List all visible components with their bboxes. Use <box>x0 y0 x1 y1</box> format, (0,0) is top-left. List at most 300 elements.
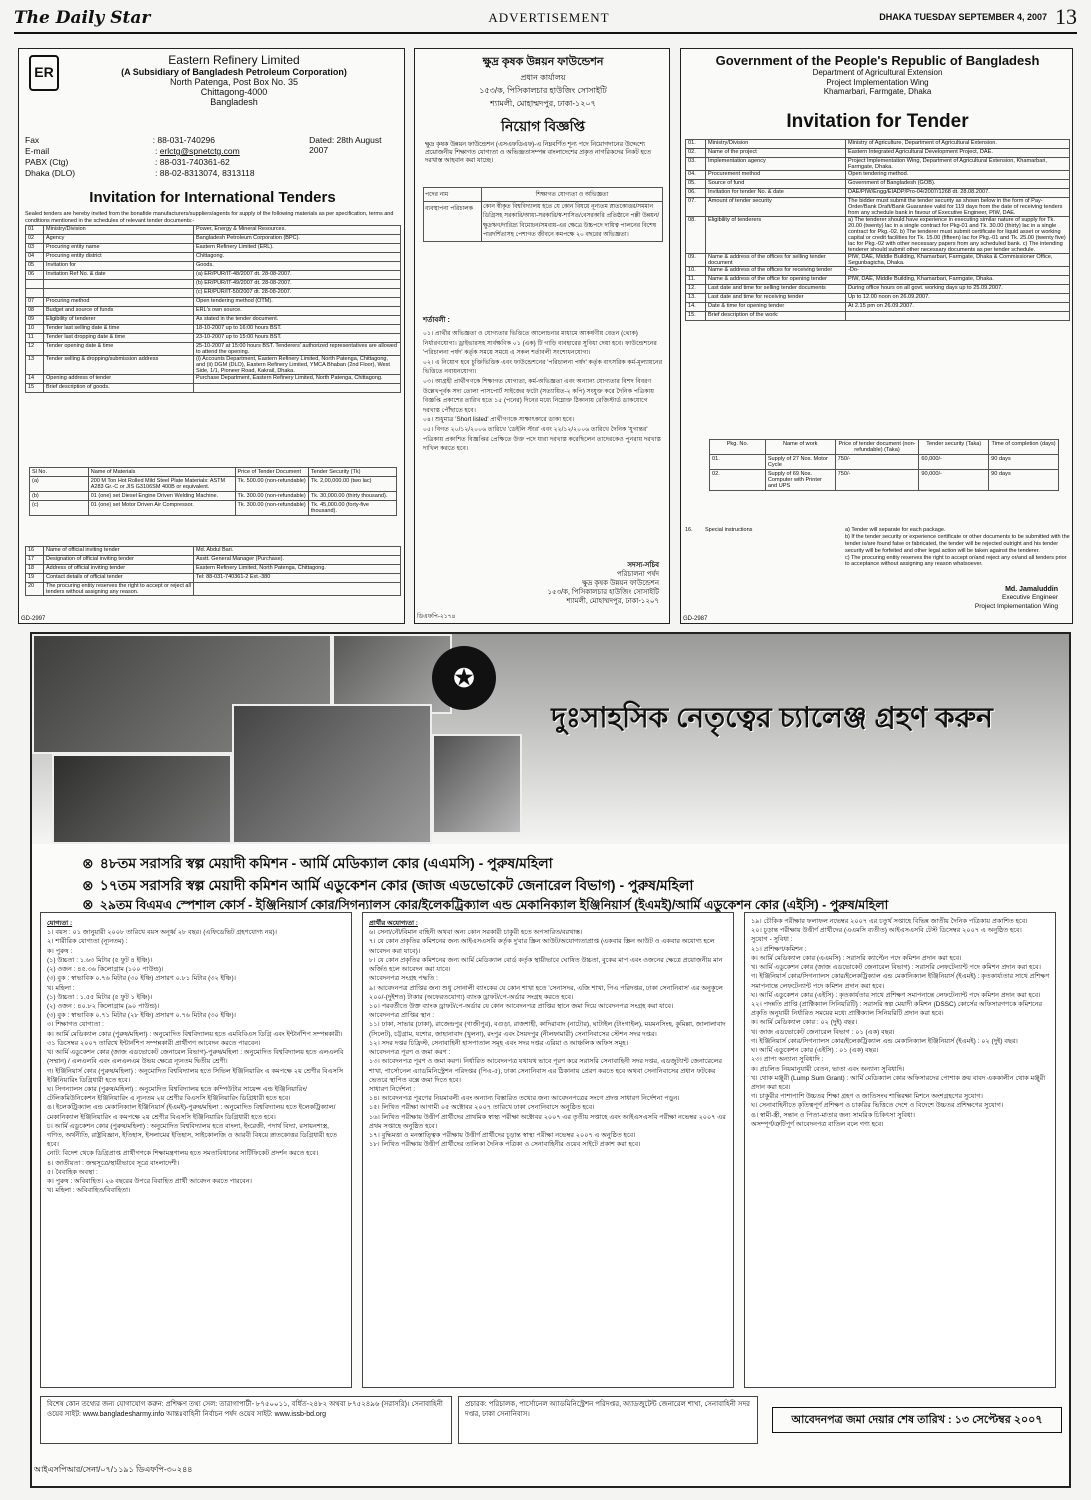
row-label: Ministry/Division <box>706 140 846 149</box>
row-number: 19 <box>26 574 44 583</box>
row-number: 14 <box>26 375 44 384</box>
erl-details-table <box>25 225 401 393</box>
col-line: ২২। পদন্নতি প্রাপ্তি (প্রাক্টিক্যাল সিনিয়রিটি) : সরাসরি স্বল্প মেয়াদী কমিশন (DSSC) কোর্সের অফিসারগণকে কমিশনের প্রকৃতি অনুযায়ী নির্ধারিত সময়ের মধ্যে প্রাক্টিক্যাল সিনিয়রিটি প্রদান করা হবে। <box>751 1000 1043 1018</box>
row-value: Up to 12.00 noon on 26.09.2007. <box>846 294 1070 303</box>
row-number: 12 <box>26 343 44 356</box>
row-label: Implementation agency <box>706 158 846 171</box>
bullet-icon: ⊗ <box>82 877 94 893</box>
sign-addr-2: শ্যামলী, মোহাম্মদপুর, ঢাকা-১২০৭ <box>566 598 659 606</box>
contact-label: Fax <box>25 135 40 145</box>
erl-title: Invitation for International Tenders <box>89 189 336 206</box>
row-label: The procuring entity reserves the right to accept or reject all tenders without assigning any reason. <box>44 583 194 596</box>
dept-address: Khamarbari, Farmgate, Dhaka <box>823 87 932 97</box>
row-value: Eastern Refinery Limited (ERL). <box>194 244 401 253</box>
col-line: ১৩। আবেদনপত্র পূরণ ও জমা করণ। নির্ধারিত আবেদনপত্র যথাযথ ভাবে পূরণ করে সরাসরি সেনাবাহিনী সদর দপ্তর, এডজুট্যান্ট জেনারেলের শাখা, পার্সোনেল এ্যাডমিনিস্ট্রেশন পরিদপ্তর (পিএ-৫), ঢাকা সেনানিবাস এর ঠিকানায় প্রেরণ করতে হবে অথবা সেনানিবাসের প্রধান ফটকের ভেতরে স্থাপিত বক্সে জমা দিতে হবে। <box>369 1058 722 1084</box>
row-value: The bidder must submit the tender security as shown below in the form of Pay-Order/Bank Draft/Bank Guarantee valid for 119 days from the date of receiving tenders from any schedule bank in favour of Executive Engineer, PIW, DAE. <box>846 198 1070 217</box>
table-row <box>26 384 401 393</box>
erl-address-3: Bangladesh <box>210 97 258 107</box>
term-item: ০৩। আগ্রহী প্রার্থীগণকে শিক্ষাগত যোগ্যতা, কর্ম-অভিজ্ঞতা এবং অন্যান্য যোগ্যতার বিশদ বিবরণ উল্লেখপূর্বক সদ্য তোলা পাসপোর্ট সাইজের ফটো (সত্যায়িত-২ কপি) সংযুক্ত করে দৈনিক পত্রিকায় বিজ্ঞপ্তি প্রকাশের তারিখ হতে ১৫ (পনের) দিনের মধ্যে নিম্নোক্ত ঠিকানায় রেজিস্টার্ড ডাকযোগে দরখাস্ত পৌঁছাতে হবে। <box>423 378 655 414</box>
erl-goods-table <box>29 467 397 516</box>
special-instruction: b) If the tender security or experience certificate or other documents to be submitted with the tender is/are found false or fabricated, the tender will be rejected outright and his tender security will be forfeited and other legal action will be taken against the tenderer. <box>845 533 1070 554</box>
col-line: খ। মহিলা : অবিবাহিত/বিবাহিতা। <box>47 1187 131 1195</box>
col-line: নোট: বিদেশ থেকে ডিগ্রিপ্রাপ্ত প্রার্থীগণকে শিক্ষামন্ত্রণালয় হতে সমতাবিধানের সার্টিফিকেট প্রদর্শন করতে হবে। <box>47 1150 319 1158</box>
dae-package-table <box>709 439 1059 491</box>
row-value: Open tendering method. <box>846 171 1070 180</box>
col-line: খ। আর্মি এডুকেশন কোর (জাজ এডভোকেট জেনারেল বিভাগ) : সরাসরি লেফটেন্যান্ট পদে কমিশন প্রদান করা হবে। <box>751 964 1041 972</box>
pkg-no: 02. <box>710 470 766 491</box>
army-publisher-footer: প্রচারক: পরিচালক, পার্সোনেল অ্যাডমিনিস্ট্রেশন পরিদপ্তর, অ্যাডজুটেন্ট জেনারেল শাখা, সেনাবাহিনী সদর দপ্তর, ঢাকা সেনানিবাস। <box>458 1396 758 1444</box>
pkg-time: 90 days <box>989 455 1059 470</box>
application-deadline: আবেদনপত্র জমা দেয়ার শেষ তারিখ : ১৩ সেপ্টেম্বর ২০০৭ <box>772 1407 1062 1433</box>
row-number: 06. <box>686 189 706 198</box>
col-line: ১৭। বুদ্ধিমত্তা ও মনস্তাত্ত্বিক পরীক্ষায় উত্তীর্ণ প্রার্থীদের চূড়ান্ত স্বাস্থ্য পরীক্ষা নভেম্বর ২০০৭ এ অনুষ্ঠিত হবে। <box>369 1132 636 1140</box>
row-number: 11 <box>26 334 44 343</box>
table-row <box>26 334 401 343</box>
pkg-col-header: Tender security (Taka) <box>919 440 989 455</box>
table-row <box>686 149 1070 158</box>
row-value: Goods. <box>194 262 401 271</box>
table-row <box>30 477 397 492</box>
row-value: At 2.15 pm on 26.09.2007. <box>846 303 1070 312</box>
photo-lab <box>232 704 432 844</box>
table-row <box>26 307 401 316</box>
row-value: -Do- <box>846 267 1070 276</box>
table-row <box>26 262 401 271</box>
bullet-icon: ⊗ <box>82 855 94 871</box>
col-line: (৩) বুক : স্বাভাবিক ০.৭১ মিটার (২৮ ইঞ্চি) প্রসারণ ০.৭৬ মিটার (৩০ ইঞ্চি)। <box>47 1012 236 1020</box>
col-line: ক। আর্মি মেডিক্যাল কোর (পুরুষ/মহিলা) : অনুমোদিত বিশ্ববিদ্যালয় হতে এমবিবিএস ডিগ্রি এবং ইন্টার্নশিপ সম্পন্নকারী। ৩১ ডিসেম্বর ২০০৭ তারিখে ইন্টার্নশিপ সম্পন্নকারী প্রার্থীগণ আবেদন করতে পারবেন। <box>47 1030 343 1047</box>
contact-label: E-mail <box>25 146 50 156</box>
erl-tail-table <box>25 546 401 596</box>
col-line: ক। পুরুষ : <box>47 947 73 955</box>
row-number: 20 <box>26 583 44 596</box>
special-num: 16. <box>685 527 693 533</box>
row-number: 12. <box>686 285 706 294</box>
row-value: Chittagong. <box>194 253 401 262</box>
row-value: As stated in the tender document. <box>194 316 401 325</box>
row-number: 09 <box>26 316 44 325</box>
col-line: ১০। পরবর্তীতে উক্ত ব্যাংক ড্রাফট/পে-অর্ডার যে কোন আবেদনপত্র প্রাপ্তির স্থানে জমা দিয়ে আবেদনপত্র সংগ্রহ করা যাবে। <box>369 1002 674 1010</box>
ad-code: GD-2987 <box>683 616 708 622</box>
col-line: ৯। আবেদনপত্র প্রাপ্তির জন্য শুধু সোনালী ব্যাংকের যে কোন শাখা হতে 'সেনাসদর, এজি শাখা, পিএ পরিদপ্তর, ঢাকা সেনানিবাস' এর অনুকূলে ২০০/-(দুইশত) টাকার (অফেরতযোগ্য) ব্যাংক ড্রাফট/পে-অর্ডার সংগ্রহ করতে হবে। <box>369 984 723 1001</box>
table-row <box>686 217 1070 254</box>
row-number: 03 <box>26 244 44 253</box>
col-line: ২১। প্রশিক্ষণ/কমিশন : <box>751 945 807 953</box>
row-label: Invitation for tender No. & date <box>706 189 846 198</box>
contact-label: PABX (Ctg) <box>25 157 69 167</box>
table-row <box>26 298 401 307</box>
contact-value: 88-031-740296 <box>157 135 216 145</box>
table-row <box>686 254 1070 267</box>
col-line: ঘ। আর্মি এডুকেশন কোর (এইসি) : ০১ (এক) বছর। <box>751 1047 879 1055</box>
row-number: 08. <box>686 217 706 254</box>
army-col-1-text <box>47 917 347 1196</box>
row-label: Tender last selling date & time <box>44 325 194 334</box>
erl-intro: Sealed tenders are hereby invited from the bonafide manufacturers/suppliers/agents for supply of the following materials as per specification, terms and conditions mentioned in the schedules of relevant tender documents:- <box>25 211 394 224</box>
row-label: Budget and source of funds <box>44 307 194 316</box>
table-row <box>686 189 1070 198</box>
army-column-1 <box>40 912 352 1388</box>
pkg-work: Supply of 69 Nos. Computer with Printer and UPS <box>765 470 835 491</box>
table-row <box>26 343 401 356</box>
course-line <box>82 852 553 874</box>
goods-col-header: Price of Tender Document <box>235 468 308 477</box>
col-line: ৬। সেনা/নৌ/বিমান বাহিনী অথবা অন্য কোন সরকারী চাকুরী হতে অপসারিত/বরখাস্ত। <box>369 929 583 937</box>
row-number: 05 <box>26 262 44 271</box>
goods-name: 200 M Ton Hot Rolled Mild Steel Plate Materials: ASTM A283 Gr.-C or JIS G3106SM 400B or equivalent. <box>88 477 235 492</box>
dae-tender-ad <box>680 48 1073 624</box>
goods-sl: (a) <box>30 477 89 492</box>
sign-sub: পরিচালনা পর্ষদ <box>616 571 659 579</box>
row-number: 11. <box>686 276 706 285</box>
row-label: Amount of tender security <box>706 198 846 217</box>
row-label <box>44 280 194 289</box>
row-value: (i) Accounts Department, Eastern Refinery Limited, North Patenga, Chittagong, and (ii) DGM (DLO), Eastern Refinery Limited, YMCA Bhaban (2nd Floor), West Side, 1/1, Pioneer Road, Kakrail, Dhaka. <box>194 356 401 375</box>
table-row <box>686 267 1070 276</box>
table-row <box>686 171 1070 180</box>
col-line: ঘ। সিগন্যালস কোর (পুরুষ/মহিলা) : অনুমোদিত বিশ্ববিদ্যালয় হতে কম্পিউটার সায়েন্স এন্ড ইঞ্জিনিয়ারিং/টেলিকমিউনিকেশন ইঞ্জিনিয়ারিং এ ন্যূনতম ২য় শ্রেণীর বিএসসি ইঞ্জিনিয়ারিং ডিগ্রিধারী হতে হবে। <box>47 1085 307 1103</box>
ksuf-terms <box>423 329 665 454</box>
table-row <box>686 285 1070 294</box>
row-label: Procuring entity name <box>44 244 194 253</box>
ksuf-address-2: শ্যামলী, মোহাম্মদপুর, ঢাকা-১২০৭ <box>490 99 596 108</box>
table-row <box>686 303 1070 312</box>
col-line: সাধারণ নির্দেশনা : <box>369 1085 416 1093</box>
row-value: (a) ER/PUR/IT-48/2007 dt. 28-08-2007. <box>194 271 401 280</box>
army-col-2-text <box>369 917 729 1149</box>
row-value: a) The tenderer should have experience in executing similar nature of supply for Tk. 20.00 (twenty) lac in a single contract for Pkg-01 and Tk. 30.00 (thirty) lac in a single contract for Pkg.-02. b) The tenderer must submit certificate for liquid asset or working capital or credit facilities for Tk. 15.00 (fifteen) lac for Pkg.-01 and Tk. 25.00 (twenty five) lac for Pkg.-02 with other necessary papers from any scheduled bank. c) The intending tenderer should submit other necessary documents as per tender schedule. <box>846 217 1070 254</box>
col-line: গ। ইঞ্জিনিয়ার্স কোর/সিগন্যালস কোর/ইলেকট্রিক্যাল এন্ড মেকানিক্যাল ইঞ্জিনিয়ার্স (ইএমই) : কৃতকার্য্যতার সাথে প্রশিক্ষণ সমাপনান্তে লেফটেন্যান্ট পদে কমিশন প্রদান করা হবে। <box>751 973 1050 990</box>
army-emblem-icon: ✪ <box>432 646 496 710</box>
row-label: Opening address of tender <box>44 375 194 384</box>
goods-price: Tk. 300.00 (non-refundable) <box>235 501 308 516</box>
col-line: (১) উচ্চতা : ১.৬৩ মিটার (৫ ফুট ৪ ইঞ্চি)। <box>47 956 153 964</box>
pkg-price: 750/- <box>835 455 919 470</box>
sign-title: Executive Engineer <box>1001 594 1058 602</box>
special-label: Special instructions <box>705 527 753 533</box>
col-line: ১। বয়স : ০১ জানুয়ারী ২০০৮ তারিখে বয়স অনূর্ধ্ব ২৮ বছর। (এফিডেভিট গ্রহণযোগ্য নয়)। <box>47 929 278 937</box>
goods-name: 01 (one) set Motor Driven Air Compressor. <box>88 501 235 516</box>
row-value: Bangladesh Petroleum Corporation (BPC). <box>194 235 401 244</box>
table-row <box>686 158 1070 171</box>
row-number: 07 <box>26 298 44 307</box>
row-number: 16 <box>26 547 44 556</box>
table-row <box>26 289 401 298</box>
row-label: Invitation for <box>44 262 194 271</box>
qual-col-header: শিক্ষাগত যোগ্যতা ও অভিজ্ঞতা <box>482 188 663 202</box>
goods-col-header: Sl No. <box>30 468 89 477</box>
col-line: ক। আর্মি মেডিক্যাল কোর : ০২ (দুই) বছর। <box>751 1019 858 1027</box>
col-line: আবেদনপত্র সংগ্রহ পদ্ধতি : <box>369 975 438 983</box>
col-line: গ। ইঞ্জিনিয়ার্স কোর (পুরুষ/মহিলা) : অনুমোদিত বিশ্ববিদ্যালয় হতে সিভিল ইঞ্জিনিয়ারিং এ কমপক্ষে ২য় শ্রেণীর বিএসসি ইঞ্জিনিয়ারিং ডিগ্রিধারী হতে হবে। <box>47 1067 344 1084</box>
contact-label: Dhaka (DLO) <box>25 168 76 178</box>
col-line: ১৪। আবেদনপত্র পূরণের নিয়মাবলী এবং অন্যান্য বিস্তারিত তথ্যের জন্য আবেদনপত্রের সংগে প্রদত্ত সাধারণ নির্দেশনা পড়ুন। <box>369 1095 680 1103</box>
table-row <box>26 244 401 253</box>
col-line: ১১। ঢাকা, সাভার (ঢাকা), রাজেন্দ্রপুর (গাজীপুর), বগুড়া, রাজশাহী, কাদিরাবাদ (নাটোর), ঘাটাইল (টাংগাইল), ময়মনসিংহ, কুমিল্লা, জালালাবাদ (সিলেট), চট্টগ্রাম, যশোর, জাহানাবাদ (খুলনা), রংপুর এবং সৈয়দপুর (নীলফামারী) সেনানিবাসের স্টেশন সদর দপ্তর। <box>369 1021 726 1038</box>
row-number: 01 <box>26 226 44 235</box>
sign-org: ক্ষুদ্র কৃষক উন্নয়ন ফাউন্ডেশন <box>582 580 659 588</box>
row-label: Agency <box>44 235 194 244</box>
row-label: Tender opening date & time <box>44 343 194 356</box>
goods-price: Tk. 500.00 (non-refundable) <box>235 477 308 492</box>
table-row <box>26 583 401 596</box>
row-value <box>194 384 401 393</box>
col-line: ঙ। ইলেকট্রিক্যাল এন্ড মেকানিক্যাল ইঞ্জিনিয়ার্স (ইএমই)-পুরুষ/মহিলা : অনুমোদিত বিশ্ববিদ্যালয় হতে ইলেকট্রিক্যাল/মেকানিক্যাল ইঞ্জিনিয়ারিং এ কমপক্ষে ২য় শ্রেণীর বিএসসি ইঞ্জিনিয়ারিং ডিগ্রিধারী হতে হবে। <box>47 1104 336 1121</box>
row-value: PIW, DAE, Middle Building, Khamarbari, Farmgate, Dhaka. <box>846 276 1070 285</box>
ksuf-intro: ক্ষুদ্র কৃষক উন্নয়ন ফাউন্ডেশন (এসএফডিএফ)-এ নিম্নবর্ণিত শূন্য পদে নিয়োগদানের উদ্দেশ্যে প্রয়োজনীয় শিক্ষাগত যোগ্যতা ও অভিজ্ঞতাসম্পন্ন বাংলাদেশের প্রকৃত নাগরিকদের নিকট হতে দরখাস্ত আহবান করা যাচ্ছে। <box>425 141 652 164</box>
contact-value: 88-02-8313074, 8313118 <box>159 168 255 178</box>
col-line: খ। থোক মঞ্জুরী (Lump Sum Grant) : আর্মি মেডিক্যাল কোর অফিসারদের পোশাক ক্রয় বাবদ এককালীন থোক মঞ্জুরী প্রদান করা হবে। <box>751 1074 1046 1091</box>
ksuf-address-1: ১৫৩/ক, পিসিকালচার হাউজিং সোসাইটি <box>479 86 607 95</box>
row-value: During office hours on all govt. working days up to 25.09.2007. <box>846 285 1070 294</box>
pkg-col-header: Name of work <box>765 440 835 455</box>
row-number: 02 <box>26 235 44 244</box>
course-line <box>82 874 693 896</box>
col-line: ঙ। স্বামী-স্ত্রী, সন্তান ও পিতা-মাতার জন্য সামরিক চিকিৎসা সুবিধা। <box>751 1111 915 1119</box>
term-item: ০৪। শুধুমাত্র 'Short listed' প্রার্থীগণকে সাক্ষাৎকারে ডাকা হবে। <box>423 416 575 424</box>
ksuf-header <box>415 53 670 111</box>
row-number: 13. <box>686 294 706 303</box>
issue-date: DHAKA TUESDAY SEPTEMBER 4, 2007 <box>879 12 1047 22</box>
table-row <box>26 280 401 289</box>
col-line: ৪। জাতীয়তা : জন্মসূত্রে/স্থায়ীভাবে সূত্রে বাংলাদেশী। <box>47 1159 180 1167</box>
ad-code: ডিএফপি-২১৭৪ <box>417 614 456 620</box>
table-row <box>30 501 397 516</box>
row-label: Name of the project <box>706 149 846 158</box>
photo-hospital <box>432 734 522 834</box>
row-number: 04. <box>686 171 706 180</box>
row-number: 13 <box>26 356 44 375</box>
col-line: খ। আর্মি এডুকেশন কোর (জাজ এডভোকেট জেনারেল বিভাগ)-পুরুষ/মহিলা : অনুমোদিত বিশ্ববিদ্যালয় হতে এলএলবি (সম্মান) / এলএলবি এবং এলএলএম উভয় ক্ষেত্রে ন্যূনতম দ্বিতীয় শ্রেণী। <box>47 1049 344 1066</box>
row-value: Power, Energy & Mineral Resources. <box>194 226 401 235</box>
row-number: 04 <box>26 253 44 262</box>
row-value: Eastern Integrated Agricultural Development Project, DAE. <box>846 149 1070 158</box>
term-item: ০৫। বিগত ২০/১২/২০০৬ তারিখে 'ডেইলি স্টার' এবং ২২/১২/২০০৬ তারিখে দৈনিক 'যুগান্তর' পত্রিকায় প্রকাশিত বিজ্ঞপ্তির প্রেক্ষিতে উক্ত পদে যারা দরখাস্ত করেছিলেন তাদেরকেও পুনরায় দরখাস্ত দাখিল করতে হবে। <box>423 426 661 453</box>
row-value: Purchase Department, Eastern Refinery Limited, North Patenga, Chittagong. <box>194 375 401 384</box>
row-label: Procurement method <box>706 171 846 180</box>
ksuf-title: নিয়োগ বিজ্ঞপ্তি <box>500 118 586 134</box>
col-line: অসম্পূর্ণ/ত্রুটিপূর্ণ আবেদনপত্র বাতিল বলে গণ্য হবে। <box>751 1120 884 1128</box>
govt-name: Government of the People's Republic of Bangladesh <box>715 53 1040 68</box>
army-col-3-text <box>751 917 1051 1129</box>
goods-security: Tk. 45,000.00 (forty-five thousand). <box>308 501 396 516</box>
col-line: ১৬। লিখিত পরীক্ষায় উত্তীর্ণ প্রার্থীদের প্রাথমিক স্বাস্থ্য পরীক্ষা অক্টোবর ২০০৭ এর তৃতীয় সপ্তাহে এবং আইএসএসবি পরীক্ষা নভেম্বর ২০০৭ এর প্রথম সপ্তাহে অনুষ্ঠিত হবে। <box>369 1113 726 1130</box>
row-value <box>194 583 401 596</box>
army-slogan: দুঃসাহসিক নেতৃত্বের চ্যালেঞ্জ গ্রহণ করুন <box>551 702 993 733</box>
erl-dated: Dated: 28th August 2007 <box>309 135 382 155</box>
ad-code: আইএসপিআর/সেনা/০৭/১১৯১ ডিএফপি-৩০২৪৪ <box>34 1465 193 1474</box>
row-number: 10 <box>26 325 44 334</box>
erl-logo-icon: ER <box>29 55 59 91</box>
col-line: ৮। যে কোন প্রকৃতির কমিশনের জন্য আর্মি মেডিক্যাল বোর্ড কর্তৃক স্থায়ীভাবে ঘোষিত উচ্চতা, বুকের মাপ এবং ওজনের ক্ষেত্রে প্রয়োজনীয় মান অর্জিত হলে আবেদন করা যাবে। <box>369 956 723 974</box>
row-number: 15 <box>26 384 44 393</box>
contact-value: 88-031-740361-62 <box>159 157 230 167</box>
row-label: Last date and time for selling tender documents <box>706 285 846 294</box>
row-number <box>26 280 44 289</box>
erl-subsidiary: (A Subsidiary of Bangladesh Petroleum Corporation) <box>121 67 347 77</box>
dae-signature <box>975 585 1058 611</box>
col-line: খ। মহিলা : <box>47 984 75 992</box>
pkg-time: 90 days <box>989 470 1059 491</box>
table-row <box>26 325 401 334</box>
row-label: Last date and time for receiving tender <box>706 294 846 303</box>
ksuf-office: প্রধান কার্যালয় <box>520 73 566 82</box>
col-line: ১৯। চৌকিক পরীক্ষার ফলাফল নভেম্বর ২০০৭ এর চতুর্থ সপ্তাহে বিভিন্ন জাতীয় দৈনিক পত্রিকায় প্রকাশিত হবে। <box>751 918 1028 925</box>
erl-header <box>69 53 399 107</box>
row-number: 09. <box>686 254 706 267</box>
erl-tender-ad <box>18 48 405 624</box>
row-number: 01. <box>686 140 706 149</box>
row-number: 07. <box>686 198 706 217</box>
row-label: Eligibility of tenderer <box>44 316 194 325</box>
sign-name: Md. Jamaluddin <box>1005 586 1058 593</box>
goods-security: Tk. 30,000.00 (thirty thousand). <box>308 492 396 501</box>
table-row <box>686 294 1070 303</box>
post-qualification: কোন স্বীকৃত বিশ্ববিদ্যালয় হতে যে কোন বিষয়ে নূন্যতম স্নাতকোত্তর/সমমান ডিগ্রিসহ সরকারি/আধা-সরকারি/স্ব-শাসিত/বেসরকারি প্রতিষ্ঠানে পল্লী উন্নয়ন/ক্ষুদ্রঋণ/দারিদ্র্য বিমোচন/সমবায়-এর ক্ষেত্রে উচ্চপদে দায়িত্ব পালনের বিশেষ পারদর্শিতাসহ পেশাগত জীবনে কমপক্ষে ২০ বছরের অভিজ্ঞতা। <box>482 202 663 242</box>
table-row <box>26 375 401 384</box>
goods-name: 01 (one) set Diesel Engine Driven Welding Machine. <box>88 492 235 501</box>
row-label: Designation of official inviting tender <box>44 556 194 565</box>
pkg-price: 750/- <box>835 470 919 491</box>
col-line: (২) ওজন : ৪০.৮২ কিলোগ্রাম (৯০ পাউন্ড)। <box>47 1002 160 1010</box>
row-label: Ministry/Division <box>44 226 194 235</box>
sign-wing: Project Implementation Wing <box>974 602 1058 610</box>
contact-email-link[interactable]: erlctg@spnetctg.com <box>159 146 240 156</box>
table-row <box>686 180 1070 189</box>
row-value: Project Implementation Wing, Department of Agricultural Extension, Khamarbari, Farmgate, Dhaka. <box>846 158 1070 171</box>
row-label: Invitation Ref No. & date <box>44 271 194 280</box>
row-label: Address of official inviting tender <box>44 565 194 574</box>
goods-sl: (b) <box>30 492 89 501</box>
course-text: ২৯তম বিএমএ স্পেশাল কোর্স - ইঞ্জিনিয়ার্স কোর/সিগন্যালস কোর/ইলেকট্রিক্যাল এন্ড মেকানিক্যাল ইঞ্জিনিয়ার্স (ইএমই)/আর্মি এডুকেশন কোর (এইসি) - পুরুষ/মহিলা <box>99 898 889 912</box>
col-line: (৩) বুক : স্বাভাবিক ০.৭৬ মিটার (৩০ ইঞ্চি) প্রসারণ ০.৮১ মিটার (৩২ ইঞ্চি)। <box>47 975 236 983</box>
newspaper-logo: The Daily Star <box>14 8 151 28</box>
col-line: ৭। যে কোন প্রকৃতির কমিশনের জন্য আইএসএসবি কর্তৃক দু'বার স্ক্রিন আউট/অযোগ্যতাপ্রাপ্ত (একবার স্ক্রিন আউট ও একবার অযোগ্য হলে আবেদন করা যাবে)। <box>369 938 715 955</box>
erl-contacts: Fax : 88-031-740296 Dated: 28th August 2007 E-mail : erlctg@spnetctg.com PABX (Ctg) : 88-031-740361-62 Dhaka (DLO) : 88-02-8313074, 8313118 <box>25 135 401 179</box>
table-header-row <box>30 468 397 477</box>
row-value: Tel: 88-031-740361-2 Ext.-380 <box>194 574 401 583</box>
post-col-header: পদের নাম <box>424 188 482 202</box>
col-line: ২। শারীরিক যোগ্যতা (ন্যূনতম) : <box>47 938 128 946</box>
table-row <box>710 470 1059 491</box>
table-header-row <box>710 440 1059 455</box>
row-value: (c) ER/PUR/IT-50/2007 dt. 28-08-2007. <box>194 289 401 298</box>
table-row <box>26 235 401 244</box>
special-instruction: c) The procuring entity reserves the right to accept or/and reject any or/and all tenders prior to acceptance without assigning any reason whatsoever. <box>845 554 1067 568</box>
army-contact-footer: বিশেষ কোন তথ্যের জন্য যোগাযোগ করুন: প্রশিক্ষণ তথ্য সেল: তারাগাপাটী- ৮৭৫০০১১, বর্ধিত-২৪৮২ অথবা ৮৭৫২৪৯৬ (সরাসরি)। সেনাবাহিনী ওয়েব সাইট: www.bangladesharmy.info আন্তঃবাহিনী নির্বাচন পর্ষদ ওয়েব সাইট: www.issb-bd.org <box>40 1396 452 1444</box>
row-label: Contact details of official tender <box>44 574 194 583</box>
col-line: ক। পুরুষ : অবিবাহিত। ২৬ বছরের উপরে বিবাহিত প্রার্থী আবেদন করতে পারবেন। <box>47 1178 253 1186</box>
row-value: Asstt. General Manager (Purchase). <box>194 556 401 565</box>
col-line: ক। আর্মি মেডিক্যাল কোর (এএমসি) : সরাসরি ক্যাপ্টেন পদে কমিশন প্রদান করা হবে। <box>751 954 962 962</box>
row-label: Tender last dropping date & time <box>44 334 194 343</box>
row-label: Date & time for opening tender <box>706 303 846 312</box>
row-label: Brief description of the work: <box>706 312 846 321</box>
table-row <box>26 574 401 583</box>
row-number: 10. <box>686 267 706 276</box>
sign-addr-1: ১৫৩/ক, পিসিকালচার হাউজিং সোসাইটি <box>547 589 659 597</box>
dae-special-instructions <box>685 527 1070 568</box>
row-number: 17 <box>26 556 44 565</box>
row-value: PIW, DAE, Middle Building, Khamarbari, Farmgate, Dhaka & Commissioner Office, Segunbagicha, Dhaka. <box>846 254 1070 267</box>
row-value: 25-10-2007 at 15:00 hours BST. Tenderers' authorized representatives are allowed to attend the opening. <box>194 343 401 356</box>
pkg-security: 60,000/- <box>919 455 989 470</box>
course-text: ১৭তম সরাসরি স্বল্প মেয়াদী কমিশন আর্মি এডুকেশন কোর (জাজ এডভোকেট জেনারেল বিভাগ) - পুরুষ/মহিলা <box>99 877 694 893</box>
row-value: DAE/PIW/Engg/EIADP/Pro-04/2007/1268 dt. 28.08.2007. <box>846 189 1070 198</box>
table-row <box>26 547 401 556</box>
row-label: Name & address of the office for opening tender <box>706 276 846 285</box>
sign-title: সদস্য-সচিব <box>627 562 659 569</box>
row-value: Government of Bangladesh (GOB). <box>846 180 1070 189</box>
dae-header <box>681 53 1073 97</box>
army-recruitment-ad <box>30 632 1071 1488</box>
col-line: সুযোগ - সুবিধা : <box>751 936 793 944</box>
course-text: ৪৮তম সরাসরি স্বল্প মেয়াদী কমিশন - আর্মি মেডিক্যাল কোর (এএমসি) - পুরুষ/মহিলা <box>99 855 553 871</box>
row-label: Eligibility of tenderers <box>706 217 846 254</box>
row-value: (b) ER/PUR/IT-49/2007 dt. 28-08-2007. <box>194 280 401 289</box>
row-number: 08 <box>26 307 44 316</box>
row-value <box>846 312 1070 321</box>
col-line: (২) ওজন : ৪৫.৩৬ কিলোগ্রাম (১০০ পাউন্ড)। <box>47 966 164 974</box>
ksuf-name: ক্ষুদ্র কৃষক উন্নয়ন ফাউন্ডেশন <box>482 56 604 68</box>
term-item: ০২। এ নিয়োগ হবে চুক্তিভিত্তিক এবং ফাউন্ডেশনের 'পরিচালনা পর্ষদ' কর্তৃক বাৎসরিক কর্ম-মূল্যায়নের ভিত্তিতে নবায়নযোগ্য। <box>423 358 663 376</box>
goods-security: Tk. 2,00,000.00 (two lac) <box>308 477 396 492</box>
goods-price: Tk. 300.00 (non-refundable) <box>235 492 308 501</box>
row-value: Eastern Refinery Limited, North Patenga, Chittagong. <box>194 565 401 574</box>
row-value: Md. Abdul Bari. <box>194 547 401 556</box>
col-line: (১) উচ্চতা : ১.৫৫ মিটার (৫ ফুট ১ ইঞ্চি)। <box>47 993 153 1001</box>
bullet-icon: ⊗ <box>82 896 94 912</box>
special-instruction: a) Tender will separate for each package. <box>845 527 946 533</box>
row-label: Procuring entity district <box>44 253 194 262</box>
col-line: চ। আর্মি এডুকেশন কোর (পুরুষ/মহিলা) : অনুমোদিত বিশ্ববিদ্যালয় হতে বাংলা, ইংরেজী, পদার্থ বিদ্যা, রসায়নশাস্ত্র, গণিত, অর্থনীতি, রাষ্ট্রবিজ্ঞান, ইতিহাস, ইসলামের ইতিহাস, সাইকোলজি ও আরবী বিষয়ে স্নাতকোত্তর ডিগ্রিধারী হতে হবে। <box>47 1122 338 1149</box>
table-row <box>26 356 401 375</box>
pkg-col-header: Time of completion (days) <box>989 440 1059 455</box>
erl-address-2: Chittagong-4000 <box>200 87 268 97</box>
table-row <box>26 271 401 280</box>
col-line: ৫। বৈবাহিক অবস্থা : <box>47 1168 98 1176</box>
table-row <box>30 492 397 501</box>
row-value: ERL's own source. <box>194 307 401 316</box>
col-line: আবেদনপত্র পূরণ ও জমা করণ : <box>369 1049 451 1057</box>
row-label: Name & address of the offices for receiving tender <box>706 267 846 276</box>
col-line: ক। প্রচলিত নিয়মানুযায়ী বেতন, ভাতা এবং অন্যান্য সুবিধাদি। <box>751 1065 905 1073</box>
erl-name: Eastern Refinery Limited <box>168 53 300 67</box>
section-title: ADVERTISEMENT <box>488 10 610 25</box>
ad-code: GD-2997 <box>21 616 46 622</box>
row-label: Procuring method <box>44 298 194 307</box>
row-number: 06 <box>26 271 44 280</box>
army-column-3 <box>744 912 1056 1388</box>
goods-col-header: Name of Materials <box>88 468 235 477</box>
pkg-col-header: Pkg. No. <box>710 440 766 455</box>
col-line: আবেদনপত্র প্রাপ্তির স্থান : <box>369 1012 435 1020</box>
ksuf-signature <box>548 561 660 606</box>
special-list <box>845 527 1070 568</box>
row-label: Source of fund <box>706 180 846 189</box>
row-value: 23-10-2007 up to 15:00 hours BST. <box>194 334 401 343</box>
col-line: ঘ। সেনাবাহিনীতে কৃতিত্বপূর্ণ প্রশিক্ষণ ও চাকরির ভিত্তিতে দেশে ও বিদেশে উচ্চতর প্রশিক্ষণের সুযোগ। <box>751 1102 1004 1110</box>
table-row <box>26 316 401 325</box>
table-row <box>686 140 1070 149</box>
pkg-no: 01. <box>710 455 766 470</box>
row-number: 18 <box>26 565 44 574</box>
table-row <box>26 226 401 235</box>
row-number: 05. <box>686 180 706 189</box>
row-number <box>26 289 44 298</box>
pkg-work: Supply of 27 Nos. Motor Cycle <box>765 455 835 470</box>
col-line: ১৮। লিখিত পরীক্ষায় উত্তীর্ণ প্রার্থীদের তালিকা দৈনিক পত্রিকা ও সেনাবাহিনীর ওয়েব সাইটে প্রকাশ করা হবে। <box>369 1141 641 1149</box>
